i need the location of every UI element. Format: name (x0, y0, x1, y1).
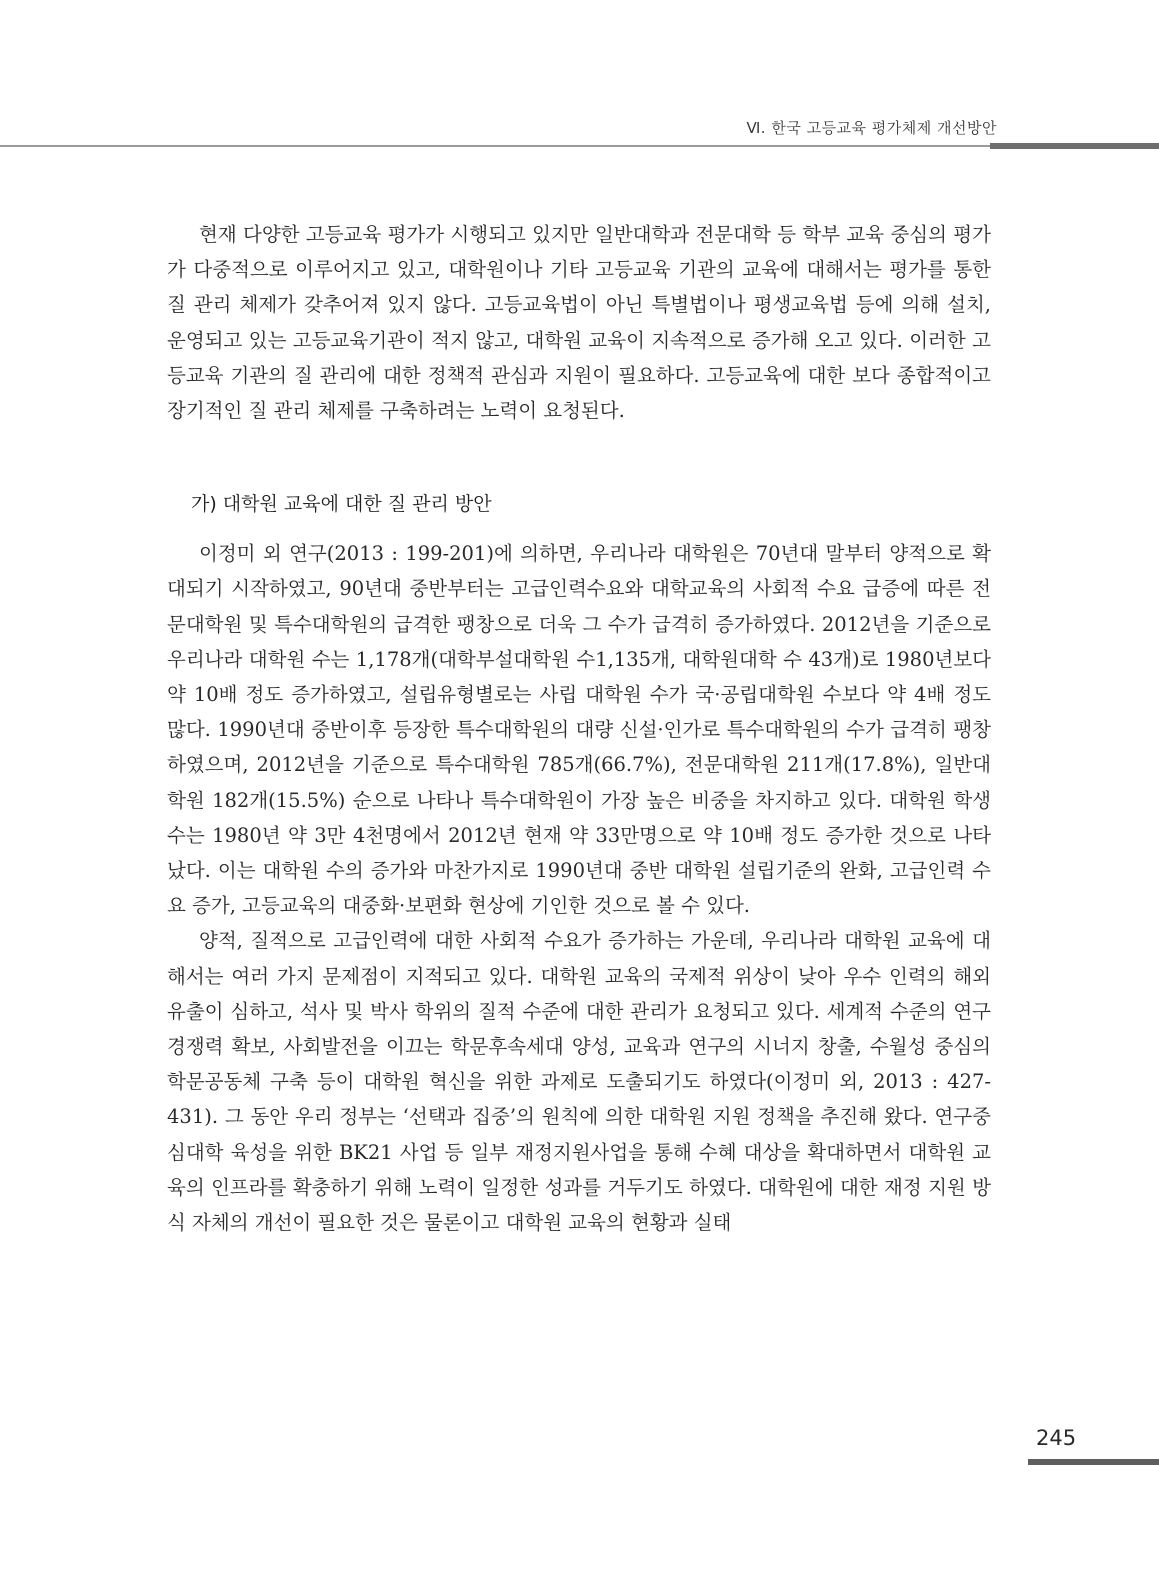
page-number: 245 (1036, 1426, 1077, 1450)
running-header-title: Ⅵ. 한국 고등교육 평가체제 개선방안 (746, 119, 997, 137)
body-paragraph-graduate-issues: 양적, 질적으로 고급인력에 대한 사회적 수요가 증가하는 가운데, 우리나라 대학원 교육에 대해서는 여러 가지 문제점이 지적되고 있다. 대학원 교육의 국제적 위상이 낮아 우수 인력의 해외 유출이 심하고, 석사 및 박사 학위의 질적 수준에 대한 관리가 요청되고 있다. 세계적 수준의 연구경쟁력 확보, 사회발전을 이끄는 학문후속세대 양성, 교육과 연구의 시너지 창출, 수월성 중심의 학문공동체 구축 등이 대학원 혁신을 위한 과제로 도출되기도 하였다(이정미 외, 2013 : 427-431). 그 동안 우리 정부는 ‘선택과 집중’의 원칙에 의한 대학원 지원 정책을 추진해 왔다. 연구중심대학 육성을 위한 BK21 사업 등 일부 재정지원사업을 통해 수혜 대상을 확대하면서 대학원 교육의 인프라를 확충하기 위해 노력이 일정한 성과를 거두기도 하였다. 대학원에 대한 재정 지원 방식 자체의 개선이 필요한 것은 물론이고 대학원 교육의 현황과 실태 (167, 929, 991, 1235)
body-paragraph-graduate-growth: 이정미 외 연구(2013 : 199-201)에 의하면, 우리나라 대학원은 70년대 말부터 양적으로 확대되기 시작하였고, 90년대 중반부터는 고급인력수요와 대학교육의 사회적 수요 급증에 따른 전문대학원 및 특수대학원의 급격한 팽창으로 더욱 그 수가 급격히 증가하였다. 2012년을 기준으로 우리나라 대학원 수는 1,178개(대학부설대학원 수1,135개, 대학원대학 수 43개)로 1980년보다 약 10배 정도 증가하였고, 설립유형별로는 사립 대학원 수가 국·공립대학원 수보다 약 4배 정도 많다. 1990년대 중반이후 등장한 특수대학원의 대량 신설·인가로 특수대학원의 수가 급격히 팽창하였으며, 2012년을 기준으로 특수대학원 785개(66.7%), 전문대학원 211개(17.8%), 일반대학원 182개(15.5%) 순으로 나타나 특수대학원이 가장 높은 비중을 차지하고 있다. 대학원 학생 수는 1980년 약 3만 4천명에서 2012년 현재 약 33만명으로 약 10배 정도 증가한 것으로 나타났다. 이는 대학원 수의 증가와 마찬가지로 1990년대 중반 대학원 설립기준의 완화, 고급인력 수요 증가, 고등교육의 대중화·보편화 현상에 기인한 것으로 볼 수 있다. (167, 542, 991, 918)
footer-rule (1028, 1459, 1159, 1465)
intro-paragraph: 현재 다양한 고등교육 평가가 시행되고 있지만 일반대학과 전문대학 등 학부 교육 중심의 평가가 다중적으로 이루어지고 있고, 대학원이나 기타 고등교육 기관의 교육에 대해서는 평가를 통한 질 관리 체제가 갖추어져 있지 않다. 고등교육법이 아닌 특별법이나 평생교육법 등에 의해 설치, 운영되고 있는 고등교육기관이 적지 않고, 대학원 교육이 지속적으로 증가해 오고 있다. 이러한 고등교육 기관의 질 관리에 대한 정책적 관심과 지원이 필요하다. 고등교육에 대한 보다 종합적이고 장기적인 질 관리 체제를 구축하려는 노력이 요청된다. (167, 223, 991, 423)
section-heading: 가) 대학원 교육에 대한 질 관리 방안 (191, 493, 492, 516)
page-body (167, 217, 991, 1240)
header-rule-accent (990, 143, 1159, 149)
header-rule (0, 145, 990, 147)
